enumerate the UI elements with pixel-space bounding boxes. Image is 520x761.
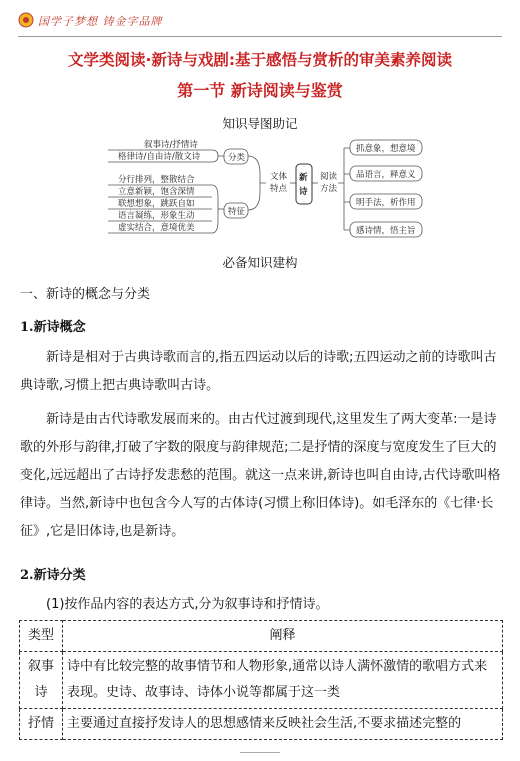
page-header (18, 8, 502, 37)
mindmap-left-top-2: 格律诗/自由诗/散文诗 (118, 152, 201, 162)
mindmap-heading: 知识导图助记 (222, 116, 298, 131)
paragraph-classification: (1)按作品内容的表达方式,分为叙事诗和抒情诗。 (46, 597, 329, 612)
table-row (20, 652, 503, 709)
mindmap-xinshi: 新 (299, 173, 308, 183)
paragraph-concept-1: 新诗是相对于古典诗歌而言的,指五四运动以后的诗歌;五四运动之前的诗歌叫古典诗歌,习惯上把古典诗歌叫古诗。 (20, 350, 497, 393)
table-cell-type: 抒情 (20, 709, 63, 740)
paragraph-concept-2: 新诗是由古代诗歌发展而来的。由古代过渡到现代,这里发生了两大变革:一是诗歌的外形与韵律,打破了字数的限度与韵律规范;二是抒情的深度与宽度发生了巨大的变化,远远超出了古诗抒发悲愁的范围。就这一点来讲,新诗也叫自由诗,古代诗歌叫格律诗。当然,新诗中也包含今人写的古体诗(习惯上称旧体诗)。如毛泽东的《七律·长征》,它是旧体诗,也是新诗。 (20, 412, 501, 539)
mindmap-tedian: 特点 (270, 184, 288, 194)
section-title: 第一节 新诗阅读与鉴赏 (177, 81, 343, 100)
table-cell-explanation: 诗中有比较完整的故事情节和人物形象,通常以诗人满怀激情的歌唱方式来表现。史诗、故事诗、诗体小说等都属于这一类 (63, 652, 503, 709)
mindmap-method-4: 感诗情，悟主旨 (356, 226, 416, 236)
mindmap-feature: 特征 (228, 207, 246, 217)
mindmap-feature-1: 分行排列，整散结合 (118, 175, 195, 185)
mindmap-method-1: 抓意象，想意境 (356, 144, 416, 154)
header-slogan: 国学子梦想 铸金字品牌 (38, 15, 163, 28)
knowledge-mindmap (100, 136, 440, 246)
section-heading: 一、新诗的概念与分类 (20, 287, 151, 302)
mindmap-left-top-1: 叙事诗/抒情诗 (144, 140, 198, 150)
chapter-title: 文学类阅读·新诗与戏剧:基于感悟与赏析的审美素养阅读 (67, 51, 453, 69)
brand-logo-icon (18, 12, 34, 28)
table-header-explanation: 阐释 (63, 621, 503, 652)
knowledge-heading: 必备知识建构 (222, 255, 298, 270)
mindmap-method-2: 品语言，释意义 (356, 170, 416, 180)
table-cell-type: 叙事诗 (20, 652, 63, 709)
svg-text:诗: 诗 (299, 187, 308, 197)
classification-table (19, 620, 503, 740)
table-row (20, 709, 503, 740)
mindmap-feature-3: 联想想象，跳跃自如 (118, 199, 195, 209)
subsection-heading-classification: 2.新诗分类 (20, 568, 86, 583)
mindmap-yuedu: 阅读 (320, 172, 338, 182)
mindmap-fangfa: 方法 (320, 184, 338, 194)
table-header-type: 类型 (20, 621, 63, 652)
table-cell-explanation: 主要通过直接抒发诗人的思想感情来反映社会生活,不要求描述完整的 (63, 709, 503, 740)
mindmap-method-3: 明手法，析作用 (356, 198, 416, 208)
mindmap-wenti: 文体 (270, 172, 288, 182)
mindmap-feature-2: 立意新颖，饱含深情 (118, 187, 195, 197)
mindmap-feature-5: 虚实结合，意境优美 (118, 223, 195, 233)
mindmap-feature-4: 语言凝练，形象生动 (118, 211, 195, 221)
subsection-heading-concept: 1.新诗概念 (20, 320, 86, 335)
table-header-row (20, 621, 503, 652)
mindmap-classify: 分类 (228, 153, 246, 163)
